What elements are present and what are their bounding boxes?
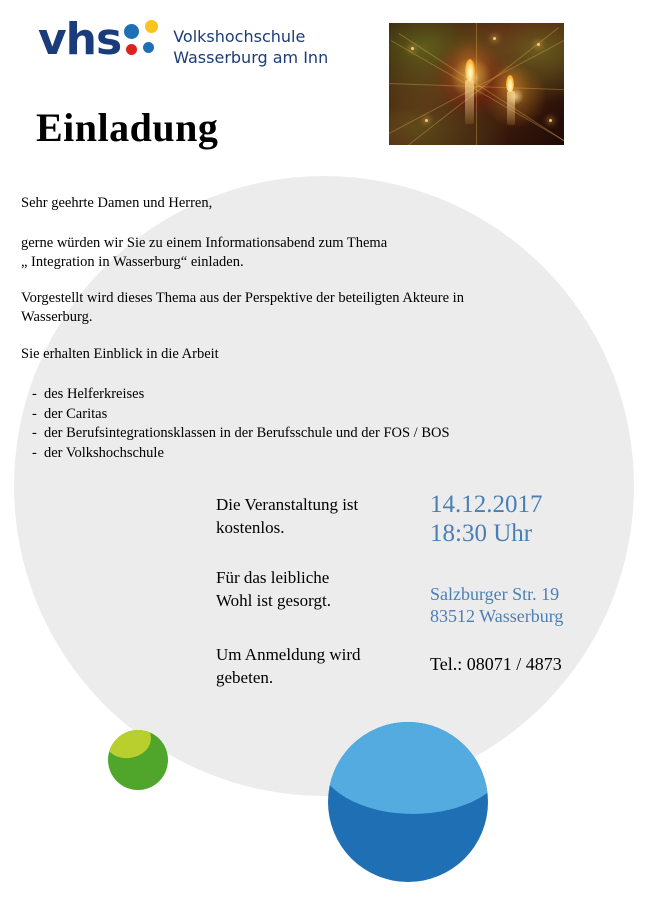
page-title: Einladung — [36, 105, 219, 150]
vhs-logo — [38, 14, 329, 68]
organisation-name-line2: Wasserburg am Inn — [173, 48, 329, 67]
intro-paragraph-line1: gerne würden wir Sie zu einem Informationsabend zum Thema — [21, 235, 388, 251]
logo-dot-blue-small-icon — [143, 42, 154, 53]
catering-info-line2: Wohl ist gesorgt. — [216, 591, 331, 610]
logo-dot-yellow-icon — [145, 20, 158, 33]
event-datetime — [430, 490, 543, 548]
candles-decorative-image — [389, 23, 564, 145]
green-sphere-decoration — [108, 730, 168, 790]
event-address — [430, 583, 563, 627]
organisation-name-line1: Volkshochschule — [173, 27, 306, 46]
intro-paragraph — [21, 234, 621, 272]
blue-sphere-decoration — [328, 722, 488, 882]
topic-paragraph-line1: Vorgestellt wird dieses Thema aus der Perspektive der beteiligten Akteure in — [21, 290, 464, 306]
logo-dot-red-icon — [126, 44, 137, 55]
event-date: 14.12.2017 — [430, 491, 543, 518]
cost-info-line1: Die Veranstaltung ist — [216, 495, 359, 514]
participants-list — [32, 385, 450, 463]
registration-info-line1: Um Anmeldung wird — [216, 645, 361, 664]
vhs-logo-dots-icon — [123, 18, 163, 64]
contact-phone: Tel.: 08071 / 4873 — [430, 654, 562, 674]
cost-info-line2: kostenlos. — [216, 518, 285, 537]
registration-info — [216, 643, 416, 689]
topic-paragraph-line2: Wasserburg. — [21, 309, 93, 325]
salutation-text: Sehr geehrte Damen und Herren, — [21, 195, 213, 211]
event-address-street: Salzburger Str. 19 — [430, 584, 560, 604]
logo-dot-blue-large-icon — [124, 24, 139, 39]
event-time: 18:30 Uhr — [430, 520, 533, 547]
list-item: - des Helferkreises — [32, 385, 450, 405]
topic-paragraph — [21, 289, 621, 327]
vhs-logo-text: vhs — [38, 14, 122, 65]
catering-info-line1: Für das leibliche — [216, 568, 330, 587]
event-address-city: 83512 Wasserburg — [430, 606, 564, 626]
organisation-name — [173, 26, 328, 68]
list-item: - der Caritas — [32, 405, 450, 425]
intro-paragraph-line2: „ Integration in Wasserburg“ einladen. — [21, 254, 244, 270]
registration-info-line2: gebeten. — [216, 668, 274, 687]
catering-info — [216, 566, 416, 612]
cost-info — [216, 493, 416, 539]
list-item: - der Berufsintegrationsklassen in der Berufsschule und der FOS / BOS — [32, 424, 450, 444]
insight-paragraph: Sie erhalten Einblick in die Arbeit — [21, 346, 219, 362]
list-item: - der Volkshochschule — [32, 444, 450, 464]
document-header — [0, 0, 649, 170]
